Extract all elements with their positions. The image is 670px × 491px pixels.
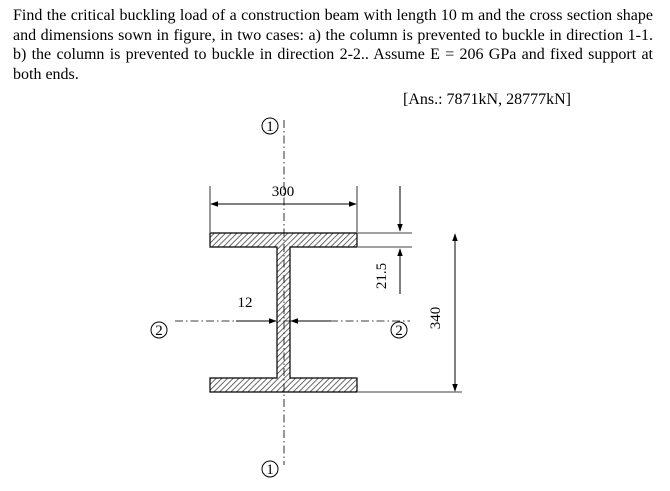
section-height-label: 340 [428, 306, 444, 330]
section-height-dimension [358, 234, 462, 392]
axis-1-bottom-marker [262, 461, 278, 478]
svg-text:1: 1 [266, 119, 274, 135]
flange-thickness-label: 21.5 [374, 262, 390, 290]
answer-text: [Ans.: 7871kN, 28777kN] [403, 91, 571, 108]
problem-statement: Find the critical buckling load of a construction beam with length 10 m and the cross section shape and dimensions sown in figure, in two cases: a) the column is prevented to buckle in direction 1-1. b) the column is prevented to buckle in direction 2-2.. Assume E = 206 GPa and fixed support at both ends. [13, 7, 653, 83]
i-beam-section [210, 233, 357, 392]
axis-2-left-marker [151, 322, 167, 339]
axis-2-right-marker [391, 322, 407, 339]
svg-text:2: 2 [395, 323, 403, 339]
svg-text:1: 1 [266, 462, 274, 478]
axis-1-top-marker [262, 118, 278, 135]
web-thickness-label: 12 [237, 295, 253, 311]
flange-width-label: 300 [271, 184, 295, 200]
svg-text:2: 2 [155, 323, 163, 339]
